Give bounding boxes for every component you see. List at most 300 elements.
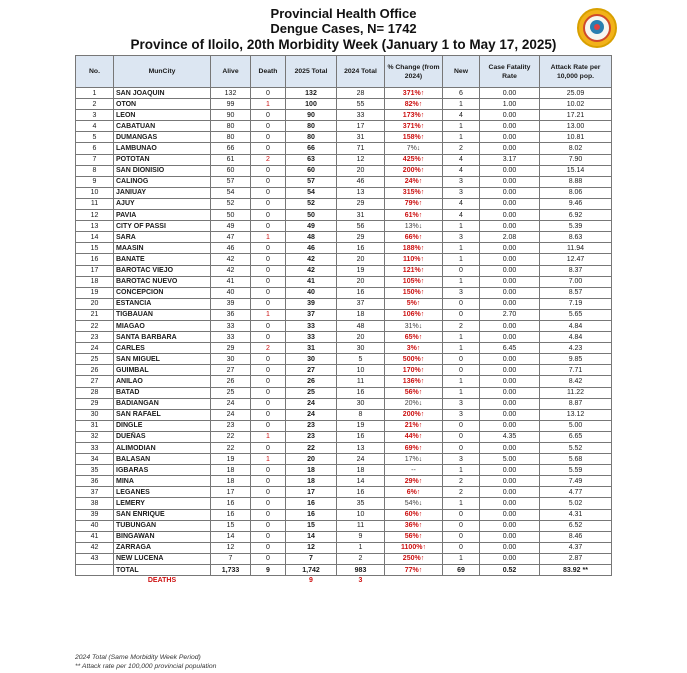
cell-case-fatality-rate: 0.00 [480,487,540,498]
cell-death: 0 [251,531,286,542]
cell-death: 0 [251,265,286,276]
cell-attack-rate: 7.71 [540,365,612,376]
cell-new: 0 [443,265,480,276]
cell-muncity: POTOTAN [114,154,211,165]
cell-total-2024: 28 [337,88,385,99]
cell-case-fatality-rate: 0.00 [480,221,540,232]
cell-no: 30 [76,409,114,420]
cell-case-fatality-rate: 0.00 [480,210,540,221]
cell-no: 38 [76,498,114,509]
cell-new: 6 [443,88,480,99]
cell-new: 0 [443,531,480,542]
cell-pct-change: 79%↑ [385,198,443,209]
table-row [76,365,612,376]
cell-total-2024: 13 [337,187,385,198]
cell-attack-rate: 13.12 [540,409,612,420]
cell-attack-rate: 8.42 [540,376,612,387]
cell-new: 2 [443,476,480,487]
cell-case-fatality-rate: 0.00 [480,176,540,187]
cell-death: 0 [251,298,286,309]
cell-new: 4 [443,154,480,165]
cell-death: 0 [251,354,286,365]
cell-death: 0 [251,365,286,376]
column-header-pct-change: % Change (from 2024) [385,56,443,88]
cell-new: 2 [443,487,480,498]
table-row [76,198,612,209]
cell-case-fatality-rate: 0.00 [480,553,540,564]
table-row [76,265,612,276]
cell-death: 0 [251,509,286,520]
cell-no: 28 [76,387,114,398]
cell-pct-change: 17%↓ [385,454,443,465]
table-row [76,276,612,287]
cell-total-2025: 100 [286,99,337,110]
cell-muncity: LAMBUNAO [114,143,211,154]
cell-total-2025: 27 [286,365,337,376]
cell-attack-rate: 8.37 [540,265,612,276]
cell-total-2024: 983 [337,565,385,576]
cell-case-fatality-rate: 0.00 [480,409,540,420]
cell-muncity: PAVIA [114,210,211,221]
cell-attack-rate: 11.94 [540,243,612,254]
cell-case-fatality-rate: 2.70 [480,309,540,320]
cell-muncity: BALASAN [114,454,211,465]
cell-attack-rate: 5.52 [540,443,612,454]
cell-alive: 12 [211,542,251,553]
column-header-new: New [443,56,480,88]
cell-new: 3 [443,232,480,243]
cell-pct-change: -- [385,465,443,476]
cell-new: 69 [443,565,480,576]
cell-total-2024: 30 [337,398,385,409]
cell-alive: 54 [211,187,251,198]
column-header-muncity: MunCity [114,56,211,88]
cell-muncity: AJUY [114,198,211,209]
cell-new: 1 [443,132,480,143]
cell-total-2024: 31 [337,210,385,221]
table-row [76,520,612,531]
table-row [76,320,612,331]
cell-case-fatality-rate: 0.00 [480,531,540,542]
cell-pct-change: 371%↑ [385,88,443,99]
table-row [76,88,612,99]
cell-muncity: ANILAO [114,376,211,387]
table-row [76,165,612,176]
table-row [76,232,612,243]
cell-no: 16 [76,254,114,265]
cell-death: 0 [251,420,286,431]
cell-death: 0 [251,132,286,143]
cell-total-2025: 31 [286,343,337,354]
deaths-cell-total-2024: 3 [358,577,363,585]
cell-case-fatality-rate: 0.00 [480,498,540,509]
cell-death: 2 [251,343,286,354]
cell-muncity: SAN JOAQUIN [114,88,211,99]
cell-no: 15 [76,243,114,254]
table-header-row [76,56,612,88]
cell-case-fatality-rate: 0.00 [480,110,540,121]
cell-alive: 60 [211,165,251,176]
cell-death: 1 [251,232,286,243]
cell-death: 0 [251,542,286,553]
cell-alive: 47 [211,232,251,243]
cell-total-2025: 57 [286,176,337,187]
cell-attack-rate: 9.85 [540,354,612,365]
cell-death: 0 [251,243,286,254]
cell-death: 0 [251,110,286,121]
cell-muncity: MAASIN [114,243,211,254]
cell-case-fatality-rate: 0.00 [480,365,540,376]
cell-no: 27 [76,376,114,387]
cell-death: 0 [251,210,286,221]
cell-case-fatality-rate: 0.00 [480,132,540,143]
cell-no: 22 [76,320,114,331]
cell-total-2025: 17 [286,487,337,498]
cell-total-2024: 56 [337,221,385,232]
cell-attack-rate: 7.00 [540,276,612,287]
cell-new: 0 [443,420,480,431]
deaths-cell-case-fatality-rate [480,576,540,586]
cell-case-fatality-rate: 0.00 [480,509,540,520]
cell-alive: 41 [211,276,251,287]
cell-case-fatality-rate: 0.00 [480,243,540,254]
cell-alive: 52 [211,198,251,209]
cell-muncity: LEGANES [114,487,211,498]
cell-muncity: BINGAWAN [114,531,211,542]
column-header-no: No. [76,56,114,88]
table-row [76,398,612,409]
cell-muncity: CABATUAN [114,121,211,132]
cell-new: 1 [443,553,480,564]
cell-pct-change: 56%↑ [385,387,443,398]
cell-pct-change: 61%↑ [385,210,443,221]
cell-muncity: CARLES [114,343,211,354]
cell-no: 5 [76,132,114,143]
cell-case-fatality-rate: 0.00 [480,320,540,331]
cell-muncity: SANTA BARBARA [114,332,211,343]
cell-no: 9 [76,176,114,187]
cell-total-2025: 80 [286,132,337,143]
table-row [76,531,612,542]
cell-pct-change: 56%↑ [385,531,443,542]
cell-pct-change: 110%↑ [385,254,443,265]
cell-no: 24 [76,343,114,354]
cell-case-fatality-rate: 2.08 [480,232,540,243]
cell-attack-rate: 4.84 [540,320,612,331]
cell-case-fatality-rate: 0.00 [480,354,540,365]
cell-new: 3 [443,398,480,409]
cell-pct-change: 150%↑ [385,287,443,298]
cell-total-2025: 33 [286,320,337,331]
deaths-cell-muncity: DEATHS [147,577,177,585]
cell-no: 32 [76,431,114,442]
cell-total-2024: 19 [337,265,385,276]
cell-total-2025: 48 [286,232,337,243]
cell-total-2024: 24 [337,454,385,465]
deaths-cell-pct-change [385,576,443,586]
cell-attack-rate: 8.87 [540,398,612,409]
column-header-total-2025: 2025 Total [286,56,337,88]
cell-alive: 24 [211,398,251,409]
cell-total-2025: 24 [286,409,337,420]
cell-total-2025: 40 [286,287,337,298]
deaths-row [76,576,612,586]
cell-new: 3 [443,454,480,465]
cell-total-2024: 9 [337,531,385,542]
cell-muncity: SAN DIONISIO [114,165,211,176]
cell-total-2025: 15 [286,520,337,531]
cell-no: 1 [76,88,114,99]
cell-pct-change: 6%↑ [385,487,443,498]
cell-no: 17 [76,265,114,276]
footnote-2024-total: 2024 Total (Same Morbidity Week Period) [75,654,201,661]
footnote-attack-rate: ** Attack rate per 100,000 provincial population [75,663,217,670]
cell-new: 4 [443,210,480,221]
cell-alive: 1,733 [211,565,251,576]
cell-death: 0 [251,254,286,265]
cell-alive: 132 [211,88,251,99]
cell-muncity: MINA [114,476,211,487]
cell-pct-change: 371%↑ [385,121,443,132]
cell-death: 0 [251,376,286,387]
cell-total-2025: 23 [286,420,337,431]
cell-case-fatality-rate: 0.00 [480,187,540,198]
cell-no: 36 [76,476,114,487]
cell-pct-change: 5%↑ [385,298,443,309]
cell-total-2025: 22 [286,443,337,454]
cell-case-fatality-rate: 0.00 [480,387,540,398]
cell-death: 0 [251,332,286,343]
cell-case-fatality-rate: 0.00 [480,420,540,431]
cell-total-2024: 55 [337,99,385,110]
cell-attack-rate: 8.57 [540,287,612,298]
table-row [76,210,612,221]
deaths-cell-alive [211,576,251,586]
cell-new: 3 [443,409,480,420]
cell-total-2024: 8 [337,409,385,420]
cell-death: 1 [251,454,286,465]
cell-alive: 99 [211,99,251,110]
cell-death: 0 [251,520,286,531]
cell-attack-rate: 4.84 [540,332,612,343]
table-row [76,476,612,487]
cell-attack-rate: 4.37 [540,542,612,553]
cell-attack-rate: 8.06 [540,187,612,198]
cell-no: 37 [76,487,114,498]
table-row [76,254,612,265]
cell-total-2025: 46 [286,243,337,254]
cell-death: 1 [251,431,286,442]
cell-total-2024: 10 [337,365,385,376]
cell-case-fatality-rate: 0.00 [480,298,540,309]
cell-pct-change: 82%↑ [385,99,443,110]
cell-total-2024: 30 [337,343,385,354]
cell-pct-change: 173%↑ [385,110,443,121]
cell-new: 1 [443,387,480,398]
cell-attack-rate: 5.00 [540,420,612,431]
cell-muncity: SAN RAFAEL [114,409,211,420]
cell-new: 0 [443,354,480,365]
cell-total-2025: 16 [286,509,337,520]
cell-new: 3 [443,187,480,198]
cell-total-2025: 132 [286,88,337,99]
cell-no: 7 [76,154,114,165]
cell-new: 3 [443,176,480,187]
cell-alive: 17 [211,487,251,498]
cell-total-2025: 60 [286,165,337,176]
cell-pct-change: 250%↑ [385,553,443,564]
cell-muncity: LEMERY [114,498,211,509]
deaths-cell-new [443,576,480,586]
cell-case-fatality-rate: 0.00 [480,265,540,276]
cell-pct-change: 65%↑ [385,332,443,343]
cell-total-2024: 16 [337,487,385,498]
cell-muncity: JANIUAY [114,187,211,198]
cell-case-fatality-rate: 0.00 [480,520,540,531]
cell-alive: 22 [211,431,251,442]
cell-pct-change: 315%↑ [385,187,443,198]
cell-alive: 24 [211,409,251,420]
cell-case-fatality-rate: 0.00 [480,143,540,154]
cell-pct-change: 200%↑ [385,409,443,420]
cell-case-fatality-rate: 0.00 [480,398,540,409]
cell-no: 26 [76,365,114,376]
cell-total-2024: 2 [337,553,385,564]
cell-no: 19 [76,287,114,298]
cell-total-2024: 31 [337,132,385,143]
cell-attack-rate: 8.88 [540,176,612,187]
cell-muncity: BAROTAC VIEJO [114,265,211,276]
column-header-death: Death [251,56,286,88]
cell-new: 0 [443,520,480,531]
cell-new: 4 [443,198,480,209]
cell-alive: 90 [211,110,251,121]
cell-case-fatality-rate: 0.00 [480,465,540,476]
cell-new: 1 [443,332,480,343]
cell-alive: 33 [211,320,251,331]
cell-muncity: CALINOG [114,176,211,187]
table-row [76,132,612,143]
cell-new: 0 [443,365,480,376]
cell-no: 25 [76,354,114,365]
table-row [76,309,612,320]
cell-pct-change: 60%↑ [385,509,443,520]
cell-death: 1 [251,99,286,110]
cell-muncity: BAROTAC NUEVO [114,276,211,287]
table-row [76,332,612,343]
table-row [76,187,612,198]
cell-total-2025: 18 [286,465,337,476]
cell-death: 0 [251,387,286,398]
cell-new: 2 [443,143,480,154]
cell-attack-rate: 4.23 [540,343,612,354]
cell-total-2025: 63 [286,154,337,165]
cell-total-2024: 11 [337,520,385,531]
cell-muncity: TOTAL [114,565,211,576]
cell-death: 0 [251,221,286,232]
cell-pct-change: 20%↓ [385,398,443,409]
cell-case-fatality-rate: 0.00 [480,287,540,298]
cell-attack-rate: 6.52 [540,520,612,531]
cell-no: 33 [76,443,114,454]
cell-new: 1 [443,254,480,265]
cases-title: Dengue Cases, N= 1742 [270,21,417,36]
cell-attack-rate: 6.65 [540,431,612,442]
cell-attack-rate: 4.31 [540,509,612,520]
cell-muncity: ALIMODIAN [114,443,211,454]
deaths-cell-total-2025: 9 [309,577,313,585]
cell-alive: 22 [211,443,251,454]
cell-total-2024: 48 [337,320,385,331]
cell-total-2024: 29 [337,232,385,243]
cell-death: 0 [251,187,286,198]
cell-muncity: OTON [114,99,211,110]
office-title: Provincial Health Office [270,6,417,21]
column-header-case-fatality-rate: Case Fatality Rate [480,56,540,88]
cell-death: 0 [251,287,286,298]
table-row [76,343,612,354]
cell-new: 1 [443,376,480,387]
cell-muncity: ZARRAGA [114,542,211,553]
cell-attack-rate: 2.87 [540,553,612,564]
cell-pct-change: 69%↑ [385,443,443,454]
cell-attack-rate: 7.49 [540,476,612,487]
cell-new: 1 [443,465,480,476]
cell-muncity: BADIANGAN [114,398,211,409]
cell-total-2025: 26 [286,376,337,387]
cell-no: 29 [76,398,114,409]
cell-death: 0 [251,165,286,176]
cell-case-fatality-rate: 0.00 [480,121,540,132]
cell-alive: 46 [211,243,251,254]
cell-attack-rate: 8.02 [540,143,612,154]
cell-no: 34 [76,454,114,465]
cell-alive: 26 [211,376,251,387]
cell-total-2025: 33 [286,332,337,343]
cell-alive: 27 [211,365,251,376]
cell-case-fatality-rate: 1.00 [480,99,540,110]
cell-muncity: BANATE [114,254,211,265]
cell-no: 18 [76,276,114,287]
cell-muncity: NEW LUCENA [114,553,211,564]
total-row [76,565,612,576]
cell-muncity: SAN ENRIQUE [114,509,211,520]
cell-muncity: CITY OF PASSI [114,221,211,232]
cell-case-fatality-rate: 0.00 [480,476,540,487]
cell-muncity: MIAGAO [114,320,211,331]
cell-case-fatality-rate: 0.00 [480,276,540,287]
cell-total-2025: 90 [286,110,337,121]
cell-attack-rate: 8.46 [540,531,612,542]
cell-death: 0 [251,276,286,287]
cell-alive: 61 [211,154,251,165]
cell-no: 42 [76,542,114,553]
cell-no: 4 [76,121,114,132]
cell-total-2025: 42 [286,254,337,265]
cell-death: 0 [251,121,286,132]
cell-alive: 33 [211,332,251,343]
cell-death: 0 [251,198,286,209]
cell-attack-rate: 13.00 [540,121,612,132]
cell-total-2024: 20 [337,254,385,265]
cell-total-2025: 66 [286,143,337,154]
cell-total-2024: 14 [337,476,385,487]
cell-alive: 7 [211,553,251,564]
cell-alive: 19 [211,454,251,465]
cell-no [76,565,114,576]
cell-alive: 39 [211,298,251,309]
cell-total-2024: 18 [337,465,385,476]
